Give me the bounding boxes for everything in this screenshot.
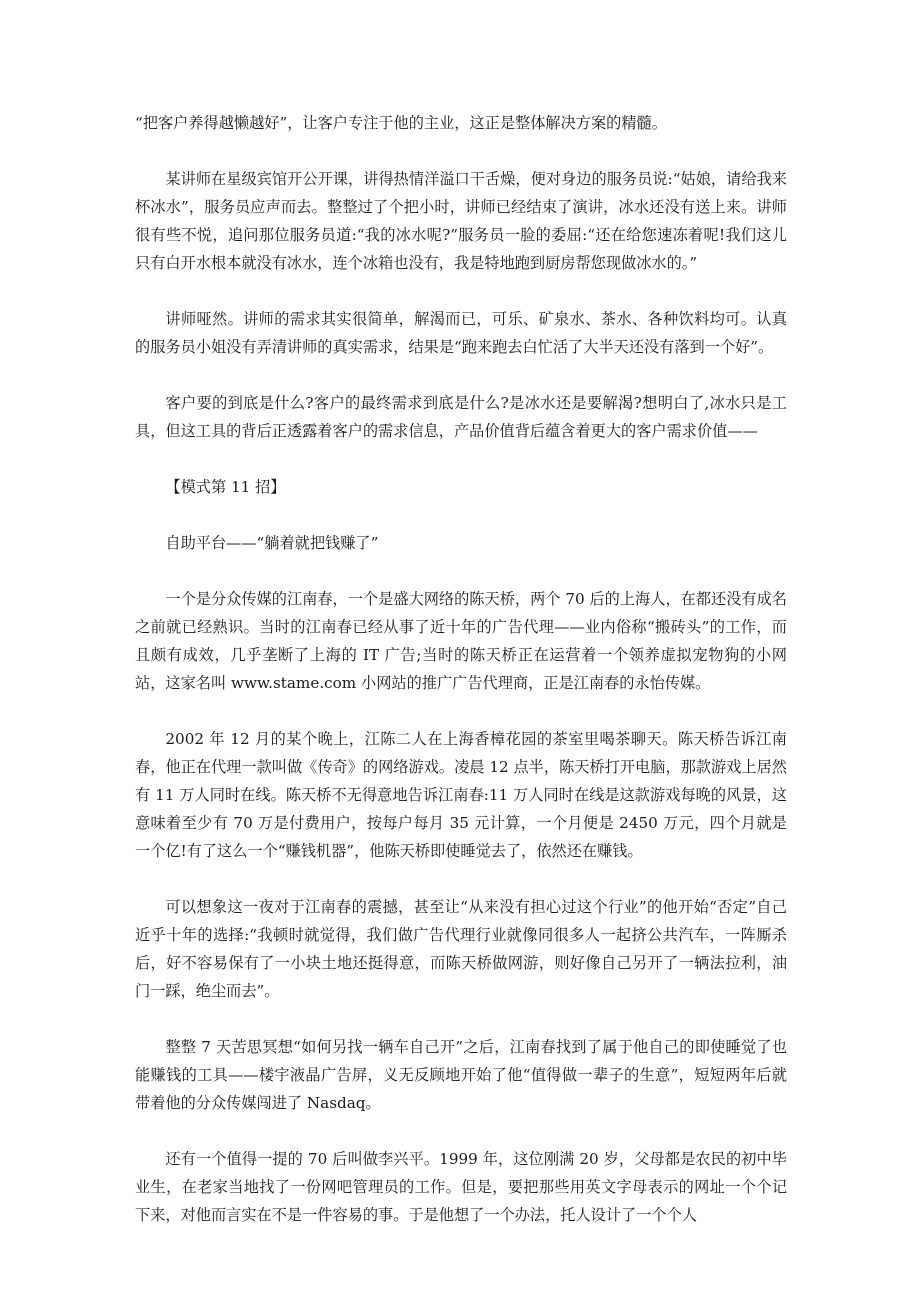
paragraph-focus-media-nasdaq: 整整 7 天苦思冥想“如何另找一辆车自己开”之后，江南春找到了属于他自己的即使睡觉了也能赚钱的工具——楼宇液晶广告屏，义无反顾地开始了他“值得做一辈子的生意”，短短两年后就带着他的分众传媒闯进了 Nasdaq。	[135, 1038, 787, 1112]
paragraph-2002-tea-chat: 2002 年 12 月的某个晚上，江陈二人在上海香樟花园的茶室里喝茶聊天。陈天桥告诉江南春，他正在代理一款叫做《传奇》的网络游戏。凌晨 12 点半，陈天桥打开电脑，那款游戏上居然有 11 万人同时在线。陈天桥不无得意地告诉江南春:11 万人同时在线是这款游戏每晚的风景，这意味着至少有 70 万是付费用户，按每户每月 35 元计算，一个月便是 2450 万元，四个月就是一个亿!有了这么一个“赚钱机器”，他陈天桥即使睡觉去了，依然还在赚钱。	[135, 730, 787, 860]
paragraph-ice-water-story: 某讲师在星级宾馆开公开课，讲得热情洋溢口干舌燥，便对身边的服务员说:“姑娘，请给我来杯冰水”，服务员应声而去。整整过了个把小时，讲师已经结束了演讲，冰水还没有送上来。讲师很有些不悦，追问那位服务员道:“我的冰水呢?”服务员一脸的委屈:“还在给您速冻着呢!我们这儿只有白开水根本就没有冰水，连个冰箱也没有，我是特地跑到厨房帮您现做冰水的。”	[135, 170, 787, 272]
paragraph-li-xingping: 还有一个值得一提的 70 后叫做李兴平。1999 年，这位刚满 20 岁，父母都是农民的初中毕业生，在老家当地找了一份网吧管理员的工作。但是，要把那些用英文字母表示的网址一个个记下来，对他而言实在不是一件容易的事。于是他想了一个办法，托人设计了一个个人	[135, 1150, 787, 1224]
document-body	[135, 109, 787, 1257]
section-heading-model-11: 【模式第 11 招】	[165, 478, 286, 496]
section-subtitle-self-service-platform: 自助平台——“躺着就把钱赚了”	[165, 534, 379, 552]
paragraph-lecturer-speechless: 讲师哑然。讲师的需求其实很简单，解渴而已，可乐、矿泉水、茶水、各种饮料均可。认真的服务员小姐没有弄清讲师的真实需求，结果是“跑来跑去白忙活了大半天还没有落到一个好”。	[135, 310, 787, 356]
paragraph-summary: “把客户养得越懒越好”，让客户专注于他的主业，这正是整体解决方案的精髓。	[135, 114, 667, 132]
paragraph-jiang-chen-intro: 一个是分众传媒的江南春，一个是盛大网络的陈天桥，两个 70 后的上海人，在都还没有成名之前就已经熟识。当时的江南春已经从事了近十年的广告代理——业内俗称“搬砖头”的工作，而且颇有成效，几乎垄断了上海的 IT 广告;当时的陈天桥正在运营着一个领养虚拟宠物狗的小网站，这家名叫 www.stame.com 小网站的推广广告代理商，正是江南春的永怡传媒。	[135, 590, 787, 692]
paragraph-customer-needs: 客户要的到底是什么?客户的最终需求到底是什么?是冰水还是要解渴?想明白了,冰水只是工具，但这工具的背后正透露着客户的需求信息，产品价值背后蕴含着更大的客户需求价值——	[135, 394, 787, 440]
paragraph-jiang-shock: 可以想象这一夜对于江南春的震撼，甚至让“从来没有担心过这个行业”的他开始“否定”自己近乎十年的选择:“我顿时就觉得，我们做广告代理行业就像同很多人一起挤公共汽车，一阵厮杀后，好不容易保有了一小块土地还挺得意，而陈天桥做网游，则好像自己另开了一辆法拉利，油门一踩，绝尘而去”。	[135, 898, 787, 1000]
